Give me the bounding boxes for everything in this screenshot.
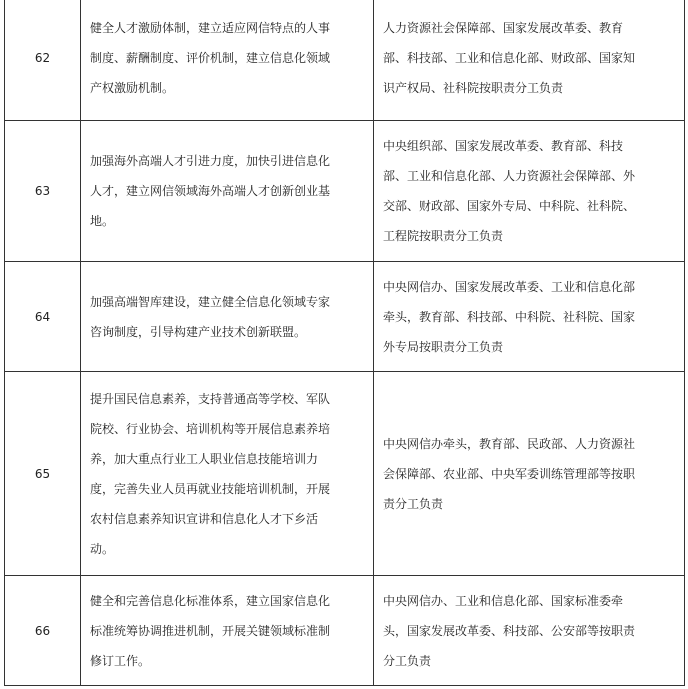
- responsible-departments: 中央网信办、国家发展改革委、工业和信息化部 牵头，教育部、科技部、中科院、社科院、国家 外专局按职责分工负责: [374, 262, 685, 372]
- table-row: [5, 121, 685, 262]
- responsible-departments: 中央网信办牵头，教育部、民政部、人力资源社 会保障部、农业部、中央军委训练管理部等按职 责分工负责: [374, 372, 685, 576]
- row-number: 66: [5, 576, 81, 686]
- table-row: [5, 0, 685, 121]
- task-description: 健全和完善信息化标准体系，建立国家信息化 标准统筹协调推进机制，开展关键领域标准制 修订工作。: [81, 576, 374, 686]
- responsible-departments: 中央网信办、工业和信息化部、国家标准委牵 头，国家发展改革委、科技部、公安部等按职责 分工负责: [374, 576, 685, 686]
- task-table: [4, 0, 685, 686]
- responsible-departments: 人力资源社会保障部、国家发展改革委、教育 部、科技部、工业和信息化部、财政部、国家知 识产权局、社科院按职责分工负责: [374, 0, 685, 121]
- row-number: 62: [5, 0, 81, 121]
- row-number: 64: [5, 262, 81, 372]
- task-description: 加强海外高端人才引进力度，加快引进信息化 人才，建立网信领域海外高端人才创新创业基 地。: [81, 121, 374, 262]
- responsible-departments: 中央组织部、国家发展改革委、教育部、科技 部、工业和信息化部、人力资源社会保障部、外 交部、财政部、国家外专局、中科院、社科院、 工程院按职责分工负责: [374, 121, 685, 262]
- row-number: 65: [5, 372, 81, 576]
- table-row: [5, 262, 685, 372]
- task-description: 健全人才激励体制，建立适应网信特点的人事 制度、薪酬制度、评价机制，建立信息化领域 产权激励机制。: [81, 0, 374, 121]
- table-row: [5, 372, 685, 576]
- row-number: 63: [5, 121, 81, 262]
- task-description: 加强高端智库建设，建立健全信息化领域专家 咨询制度，引导构建产业技术创新联盟。: [81, 262, 374, 372]
- table-row: [5, 576, 685, 686]
- task-description: 提升国民信息素养，支持普通高等学校、军队 院校、行业协会、培训机构等开展信息素养培 养，加大重点行业工人职业信息技能培训力 度，完善失业人员再就业技能培训机制，开展 农村信息素养知识宣讲和信息化人才下乡活 动。: [81, 372, 374, 576]
